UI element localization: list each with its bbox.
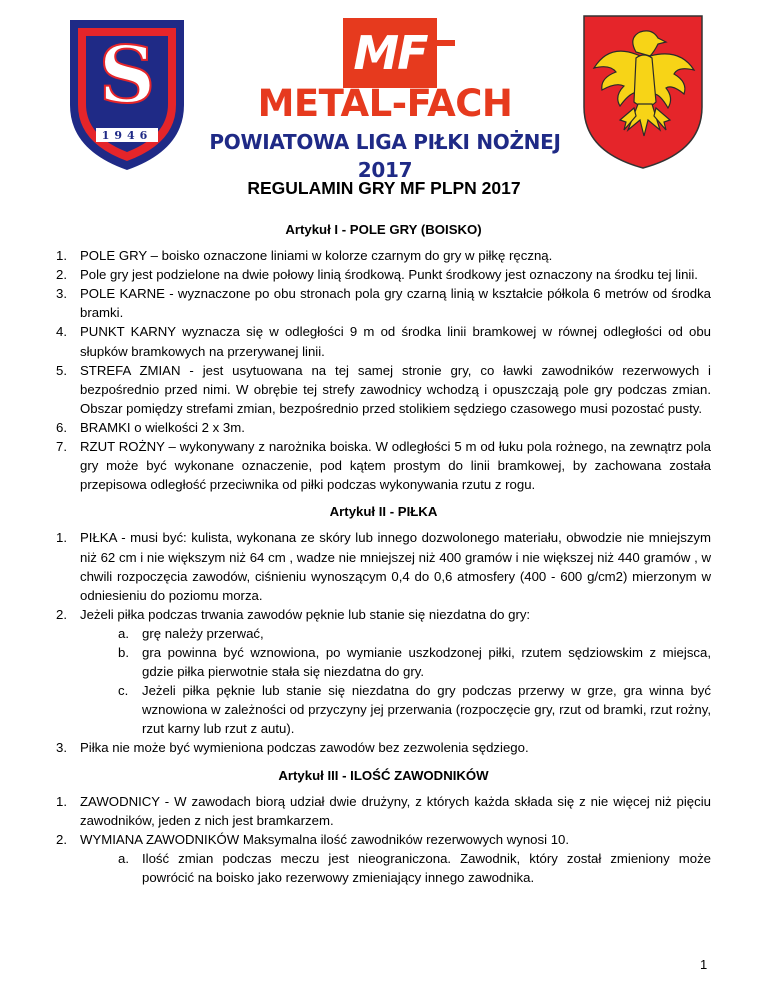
sub-item-text: gra powinna być wznowiona, po wymianie uszkodzonej piłki, rzutem sędziowskim z miejsca, gdzie piłka pierwotnie stała się niezdatna do gry.: [142, 644, 711, 680]
eagle-crest-logo: [580, 12, 706, 172]
list-item: [56, 284, 711, 322]
article-list: [56, 246, 711, 494]
item-text: Piłka nie może być wymieniona podczas zawodów bez zezwolenia sędziego.: [80, 740, 529, 756]
item-text: PUNKT KARNY wyznacza się w odległości 9 m od środka linii bramkowej w równej odległości od obu słupków bramkowych na przerywanej linii.: [80, 324, 711, 359]
item-text: Jeżeli piłka podczas trwania zawodów pęknie lub stanie się niezdatna do gry:: [80, 606, 531, 622]
list-item: [56, 738, 711, 757]
sub-item-letter: c.: [118, 683, 129, 699]
league-name: POWIATOWA LIGA PIŁKI NOŻNEJ 2017: [209, 130, 561, 182]
list-item: [56, 528, 711, 604]
list-item: [56, 792, 711, 830]
sub-list-item: [56, 849, 711, 887]
list-item: [56, 246, 711, 265]
badge-year: 1946: [101, 129, 153, 142]
item-text: POLE KARNE - wyznaczone po obu stronach pola gry czarną linią w kształcie półkola 6 metrów od środka bramki.: [80, 286, 711, 321]
club-badge-logo: [62, 10, 192, 175]
sub-item-letter: a.: [118, 625, 129, 641]
article-heading: Artykuł III - ILOŚĆ ZAWODNIKÓW: [278, 767, 489, 783]
item-number: 1.: [56, 248, 67, 264]
item-text: BRAMKI o wielkości 2 x 3m.: [80, 419, 245, 435]
brand-name: METAL-FACH: [257, 82, 513, 125]
mf-logo-text: MF: [353, 26, 427, 80]
item-number: 4.: [56, 324, 67, 340]
list-item: [56, 361, 711, 418]
item-number: 1.: [56, 530, 67, 546]
list-item: [56, 437, 711, 494]
mf-logo-dash: [437, 40, 455, 46]
sub-item-letter: a.: [118, 850, 129, 866]
item-text: STREFA ZMIAN - jest usytuowana na tej samej stronie gry, co ławki zawodników rezerwowych i bezpośrednio przed nimi. W obrębie tej strefy zawodnicy wchodzą i opuszczają pole gry podczas zmian. Obszar pomiędzy strefami zmian, bezpośrednio przed stolikiem sędziego czasowego musi pozostać pusty.: [80, 362, 711, 416]
item-number: 6.: [56, 419, 67, 435]
sub-list-item: [56, 681, 711, 738]
regulation-content: [56, 220, 711, 887]
item-number: 2.: [56, 267, 67, 283]
list-item: [56, 830, 711, 849]
item-number: 3.: [56, 286, 67, 302]
item-text: POLE GRY – boisko oznaczone liniami w kolorze czarnym do gry w piłkę ręczną.: [80, 248, 553, 264]
article-list: [56, 792, 711, 887]
article-heading: Artykuł II - PIŁKA: [329, 504, 438, 520]
page-number: 1: [700, 957, 708, 972]
list-item: [56, 265, 711, 284]
item-text: ZAWODNICY - W zawodach biorą udział dwie drużyny, z których każda składa się z nie więcej niż pięciu zawodników, jeden z nich jest bramkarzem.: [80, 793, 711, 828]
item-number: 1.: [56, 793, 67, 809]
item-number: 3.: [56, 740, 67, 756]
mf-logo: [343, 18, 437, 88]
badge-letter: S: [98, 30, 156, 121]
sub-list-item: [56, 624, 711, 643]
sub-item-text: Jeżeli piłka pęknie lub stanie się niezdatna do gry podczas przerwy w grze, gra winna być wznowiona w zależności od przyczyny jej przerwania (rozpoczęcie gry, rzut od bramki, rzut rożny, rzut karny lub rzut z autu).: [142, 683, 711, 737]
article-heading: Artykuł I - POLE GRY (BOISKO): [285, 222, 482, 237]
sub-item-text: grę należy przerwać,: [142, 625, 264, 641]
item-number: 5.: [56, 362, 67, 378]
list-item: [56, 605, 711, 624]
item-text: PIŁKA - musi być: kulista, wykonana ze skóry lub innego dozwolonego materiału, obwodzie nie mniejszym niż 62 cm i nie większym niż 64 cm , wadze nie mniejszej niż 400 gramów i nie większej niż 440 gramów , w chwili rozpoczęcia zawodów, ciśnieniu wynoszącym 0,4 do 0,6 atmosfery (400 - 600 g/cm2) mierzonym w odniesieniu do poziomu morza.: [80, 530, 711, 603]
sub-item-text: Ilość zmian podczas meczu jest nieograniczona. Zawodnik, który został zmieniony może powrócić na boisko jako rezerwowy zmieniający innego zawodnika.: [142, 850, 711, 885]
sub-item-letter: b.: [118, 644, 129, 660]
item-text: Pole gry jest podzielone na dwie połowy linią środkową. Punkt środkowy jest oznaczony na środku tej linii.: [80, 267, 698, 283]
list-item: [56, 418, 711, 437]
item-text: WYMIANA ZAWODNIKÓW Maksymalna ilość zawodników rezerwowych wynosi 10.: [80, 831, 570, 847]
list-item: [56, 322, 711, 360]
item-text: RZUT ROŻNY – wykonywany z narożnika boiska. W odległości 5 m od łuku pola rożnego, na zewnątrz pola gry może być wykonane oznaczenie, pod kątem prostym do linii bramkowej, by zachowana została przepisowa odległość przeciwnika od piłki podczas wykonywania rzutu z rogu.: [80, 439, 711, 493]
page-title: REGULAMIN GRY MF PLPN 2017: [247, 178, 521, 198]
sub-list-item: [56, 643, 711, 681]
item-number: 7.: [56, 439, 67, 455]
item-number: 2.: [56, 606, 67, 622]
article-list: [56, 528, 711, 757]
item-number: 2.: [56, 831, 67, 847]
